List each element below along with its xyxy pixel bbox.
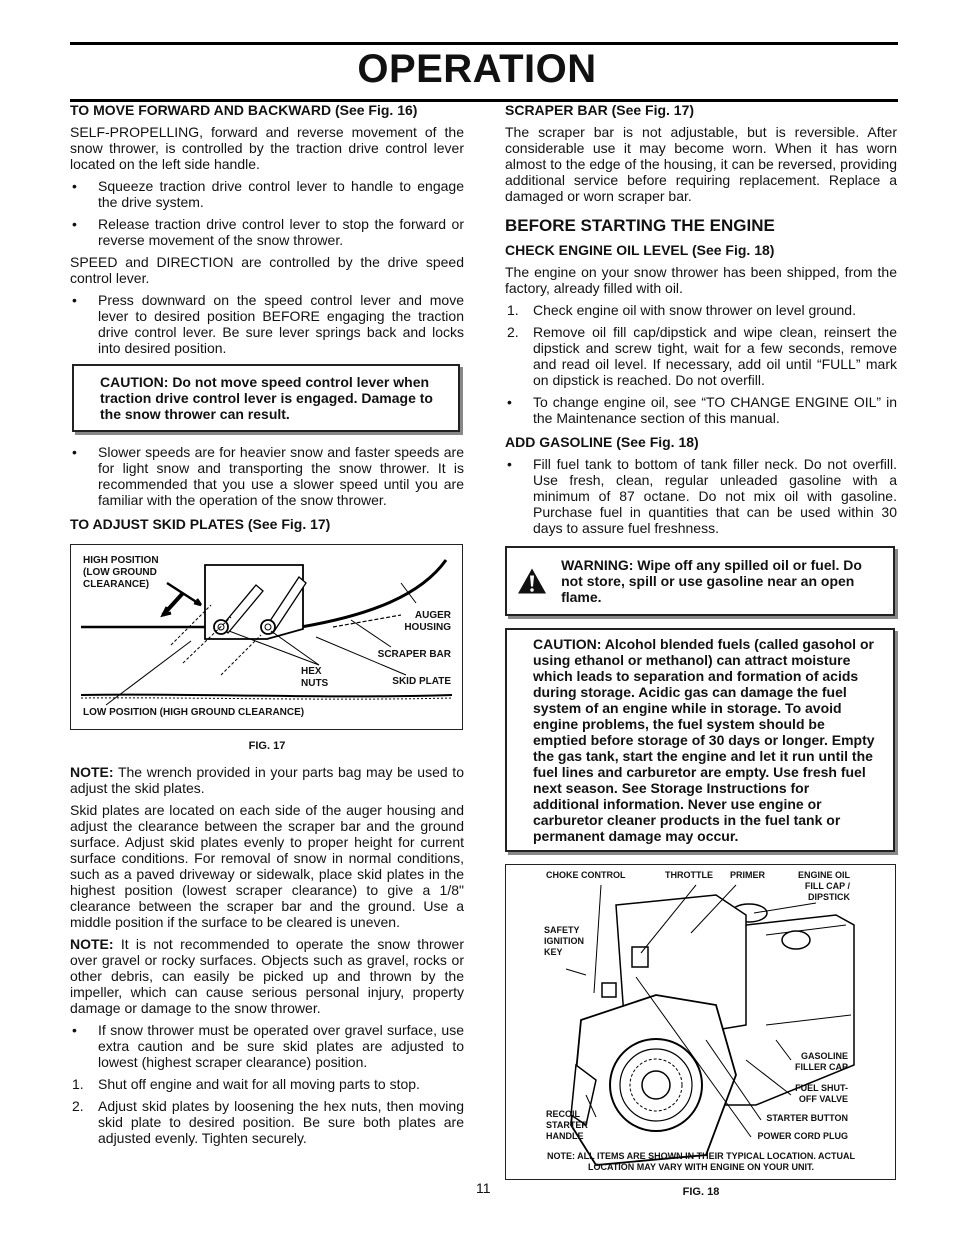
list-item: 2. Adjust skid plates by loosening the hex nuts, then moving skid plate to desired position. Be sure both plates are adjusted evenly. Tighten securely.: [72, 1098, 464, 1146]
steps-skid: [70, 1076, 464, 1146]
bullet-list-slower: [70, 444, 464, 508]
label-fuel-shutoff-valve: FUEL SHUT-OFF VALVE: [795, 1083, 848, 1104]
note-wrench: NOTE: The wrench provided in your parts bag may be used to adjust the skid plates.: [70, 764, 464, 796]
list-item: • If snow thrower must be operated over gravel surface, use extra caution and be sure skid plates are adjusted to lowest (highest scraper clearance) position.: [72, 1022, 464, 1070]
label-skid-plate: SKID PLATE: [392, 676, 451, 687]
label-primer: PRIMER: [730, 870, 766, 880]
caution-box-speed-lever: CAUTION: Do not move speed control lever when traction drive control lever is engaged. Damage to the snow thrower can result.: [72, 364, 460, 432]
figure-17: [70, 544, 463, 730]
top-rule: [70, 42, 898, 45]
heading-add-gasoline: ADD GASOLINE (See Fig. 18): [505, 434, 699, 450]
label-scraper-bar: SCRAPER BAR: [377, 649, 451, 660]
label-hex-nuts: HEX NUTS: [301, 666, 329, 689]
heading-check-oil: CHECK ENGINE OIL LEVEL (See Fig. 18): [505, 242, 775, 258]
paragraph-skid-plates: Skid plates are located on each side of the auger housing and adjust the clearance between the scraper bar and the ground surface. Adjust skid plates evenly to proper height for current surface conditions. For removal of snow in normal conditions, such as a paved driveway or sidewalk, place skid plates in the highest position (lowest scraper clearance) to give a 1/8" clearance between the scraper bar and the ground. Use a middle position if the surface to be cleared is uneven.: [70, 802, 464, 930]
list-item: 1. Shut off engine and wait for all moving parts to stop.: [72, 1076, 420, 1092]
label-auger-housing: AUGER HOUSING: [404, 610, 451, 633]
paragraph-scraper-bar: The scraper bar is not adjustable, but is reversible. After considerable use it may become worn. When it has worn almost to the edge of the housing, it can be reversed, providing additional service before requiring replacement. Replace a damaged or worn scraper bar.: [505, 124, 897, 204]
paragraph-oil: The engine on your snow thrower has been shipped, from the factory, already filled with oil.: [505, 264, 897, 296]
figure-18-caption: FIG. 18: [682, 1186, 720, 1198]
heading-before-starting: BEFORE STARTING THE ENGINE: [505, 216, 775, 235]
warning-triangle-icon: [517, 554, 547, 608]
label-throttle: THROTTLE: [665, 870, 713, 880]
list-item: 2. Remove oil fill cap/dipstick and wipe clean, reinsert the dipstick and screw tight, wait for a few seconds, remove and read oil level. If necessary, add oil until “FULL” mark on dipstick is reached. Do not overfill.: [507, 324, 897, 388]
label-recoil-starter-handle: RECOIL STARTER HANDLE: [546, 1109, 588, 1141]
page-title: OPERATION: [357, 47, 597, 91]
figure-17-caption: FIG. 17: [248, 740, 286, 752]
list-item: • Release traction drive control lever to stop the forward or reverse movement of the snow thrower.: [72, 216, 464, 248]
paragraph-speed: SPEED and DIRECTION are controlled by the drive speed control lever.: [70, 254, 464, 286]
label-choke-control: CHOKE CONTROL: [546, 870, 626, 880]
list-item: • To change engine oil, see “TO CHANGE ENGINE OIL” in the Maintenance section of this manual.: [507, 394, 897, 426]
label-low-position: LOW POSITION (HIGH GROUND CLEARANCE): [83, 707, 305, 718]
bullet-list-speed: [70, 292, 464, 356]
label-safety-ignition-key: SAFETY IGNITION KEY: [544, 925, 584, 957]
label-power-cord-plug: POWER CORD PLUG: [757, 1131, 848, 1141]
list-item: 1. Check engine oil with snow thrower on level ground.: [507, 302, 856, 318]
list-item: • Press downward on the speed control lever and move lever to desired position BEFORE engaging the traction drive control lever. Be sure lever springs back and locks into desired position.: [72, 292, 464, 356]
note-gravel: NOTE: It is not recommended to operate the snow thrower over gravel or rocky surfaces. Objects such as gravel, rocks or other debris, can easily be picked up and thrown by the impeller, which can cause serious personal injury, property damage or damage to the snow thrower.: [70, 936, 464, 1016]
list-item: • Fill fuel tank to bottom of tank filler neck. Do not overfill. Use fresh, clean, regular unleaded gasoline with a minimum of 87 octane. Do not mix oil with gasoline. Purchase fuel in quantities that can be used within 30 days to assure fuel freshness.: [507, 456, 897, 536]
heading-scraper-bar: SCRAPER BAR (See Fig. 17): [505, 102, 695, 118]
bullet-list-fuel: [505, 456, 897, 536]
label-gasoline-filler-cap: GASOLINE FILLER CAP: [795, 1051, 848, 1072]
paragraph-self-propelling: SELF-PROPELLING, forward and reverse movement of the snow thrower, is controlled by the traction drive control lever located on the left side handle.: [70, 124, 464, 172]
figure-18: [505, 864, 896, 1180]
heading-forward-backward: TO MOVE FORWARD AND BACKWARD (See Fig. 16): [70, 102, 418, 118]
right-column: [505, 102, 897, 1210]
label-engine-oil-fill-cap: ENGINE OIL FILL CAP / DIPSTICK: [797, 870, 850, 902]
label-high-position: HIGH POSITION (LOW GROUND CLEARANCE): [83, 555, 159, 590]
label-starter-button: STARTER BUTTON: [766, 1113, 848, 1123]
warning-text: WARNING: Wipe off any spilled oil or fuel. Do not store, spill or use gasoline near an open flame.: [561, 557, 862, 605]
figure-18-note: NOTE: ALL ITEMS ARE SHOWN IN THEIR TYPICAL LOCATION. ACTUAL LOCATION MAY VARY WITH ENGINE ON YOUR UNIT.: [547, 1151, 855, 1172]
left-column: [70, 102, 464, 1152]
steps-oil: [505, 302, 897, 426]
caution-box-alcohol-fuels: CAUTION: Alcohol blended fuels (called gasohol or using ethanol or methanol) can attract moisture which leads to separation and formation of acids during storage. Acidic gas can damage the fuel system of an engine while in storage. To avoid engine problems, the fuel system should be emptied before storage of 30 days or longer. Empty the gas tank, start the engine and let it run until the fuel lines and carburetor are empty. Use fresh fuel next season. See Storage Instructions for additional information. Never use engine or carburetor cleaner products in the fuel tank or permanent damage may occur.: [505, 628, 895, 852]
warning-box-fuel: [505, 546, 895, 616]
page-number: 11: [476, 1180, 491, 1196]
list-item: • Squeeze traction drive control lever to handle to engage the drive system.: [72, 178, 464, 210]
bullet-list-gravel: [70, 1022, 464, 1070]
heading-skid-plates: TO ADJUST SKID PLATES (See Fig. 17): [70, 516, 331, 532]
bullet-list-drive: [70, 178, 464, 248]
list-item: • Slower speeds are for heavier snow and faster speeds are for light snow and transporting the snow thrower. It is recommended that you use a slower speed until you are familiar with the operation of the snow thrower.: [72, 444, 464, 508]
